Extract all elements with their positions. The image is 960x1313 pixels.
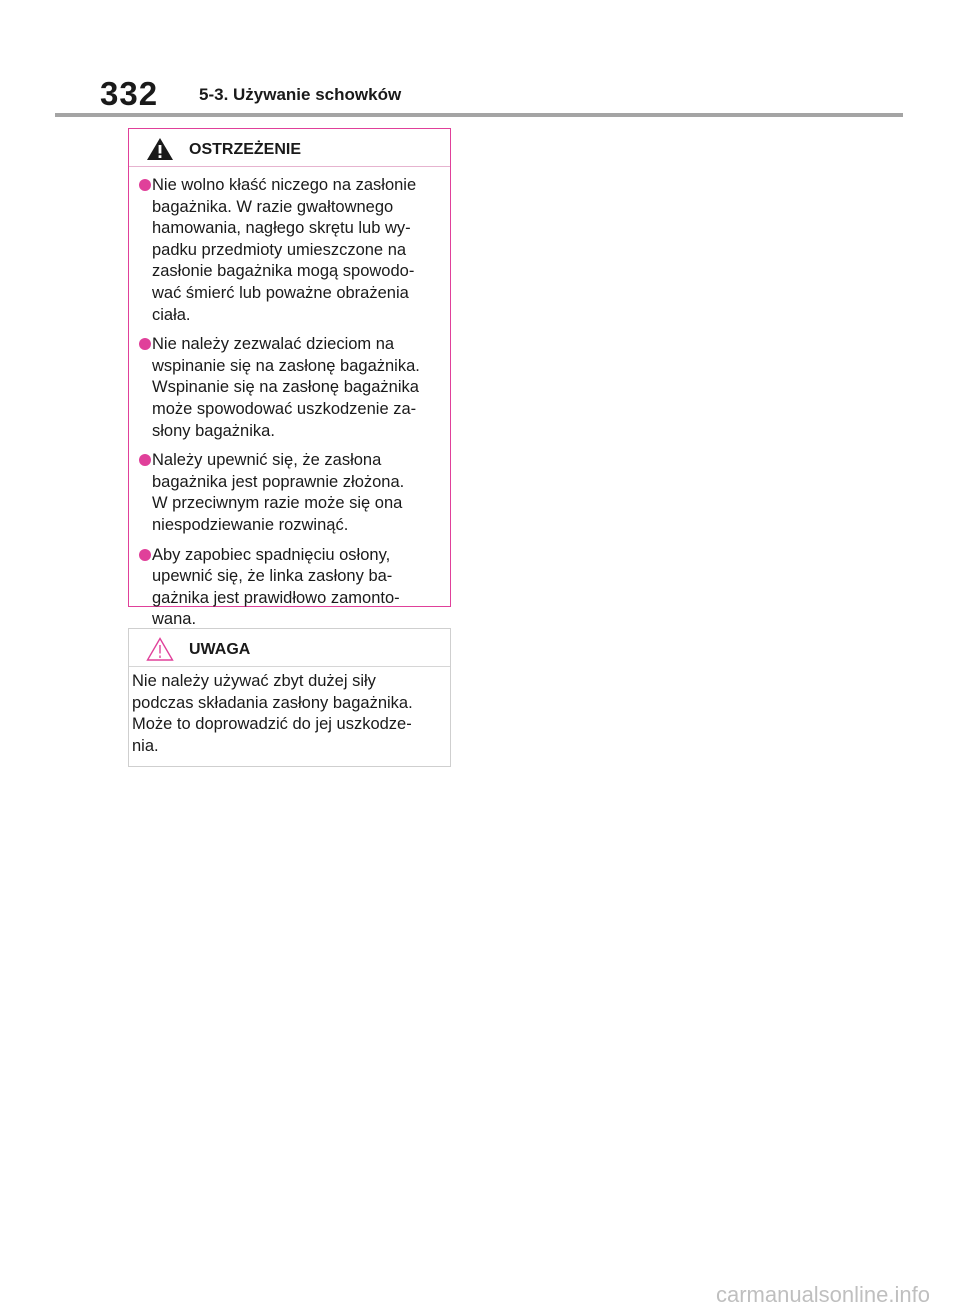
section-title: 5-3. Używanie schowków: [199, 85, 402, 104]
text-line: bagażnika jest poprawnie złożona.: [152, 472, 405, 491]
notice-text: [129, 667, 450, 757]
text-line: Nie należy używać zbyt dużej siły: [132, 672, 376, 690]
text-line: Może to doprowadzić do jej uszkodze-: [132, 715, 412, 734]
bullet-dot-icon: [139, 179, 151, 191]
text-line: gażnika jest prawidłowo zamonto-: [152, 588, 400, 607]
text-line: niespodziewanie rozwinąć.: [152, 515, 349, 534]
text-line: wspinanie się na zasłonę bagażnika.: [152, 356, 420, 375]
text-line: Wspinanie się na zasłonę bagażnika: [152, 378, 419, 397]
text-line: Aby zapobiec spadnięciu osłony,: [152, 545, 391, 564]
warning-bullet-item: [139, 334, 444, 442]
notice-box: [128, 628, 451, 767]
warning-bullet-text: [152, 545, 444, 631]
text-line: wana.: [152, 610, 197, 629]
warning-bullet-text: [152, 175, 444, 326]
warning-bullet-item: [139, 450, 444, 536]
text-line: padku przedmioty umieszczone na: [152, 240, 407, 259]
text-line: hamowania, nagłego skrętu lub wy-: [152, 219, 411, 238]
warning-bullet-item: [139, 175, 444, 326]
text-line: podczas składania zasłony bagażnika.: [132, 693, 413, 712]
bullet-dot-icon: [139, 338, 151, 350]
text-line: wać śmierć lub poważne obrażenia: [152, 283, 409, 302]
text-line: W przeciwnym razie może się ona: [152, 494, 403, 513]
warning-bullet-item: [139, 545, 444, 631]
text-line: Nie wolno kłaść niczego na zasłonie: [152, 176, 417, 194]
text-line: zasłonie bagażnika mogą spowodo-: [152, 262, 415, 281]
text-line: nia.: [132, 736, 159, 755]
page-number: 332: [100, 75, 159, 112]
caution-triangle-outline-icon: [146, 637, 174, 661]
header-divider: [55, 113, 903, 117]
warning-triangle-icon: [146, 137, 174, 161]
bullet-dot-icon: [139, 549, 151, 561]
bullet-dot-icon: [139, 454, 151, 466]
warning-bullet-text: [152, 450, 444, 536]
text-line: ciała.: [152, 305, 191, 324]
warning-list: [129, 167, 450, 631]
text-line: słony bagażnika.: [152, 421, 275, 440]
warning-box-header: [129, 129, 450, 167]
notice-title: UWAGA: [189, 641, 251, 658]
page-header: [0, 0, 960, 120]
text-line: Należy upewnić się, że zasłona: [152, 451, 382, 470]
warning-title: OSTRZEŻENIE: [189, 141, 302, 158]
watermark: carmanualsonline.info: [715, 1282, 930, 1307]
notice-box-header: [129, 629, 450, 667]
text-line: może spowodować uszkodzenie za-: [152, 399, 417, 418]
text-line: Nie należy zezwalać dzieciom na: [152, 335, 395, 354]
text-line: upewnić się, że linka zasłony ba-: [152, 567, 393, 586]
text-line: bagażnika. W razie gwałtownego: [152, 197, 394, 216]
warning-box: [128, 128, 451, 629]
warning-bullet-text: [152, 334, 444, 442]
